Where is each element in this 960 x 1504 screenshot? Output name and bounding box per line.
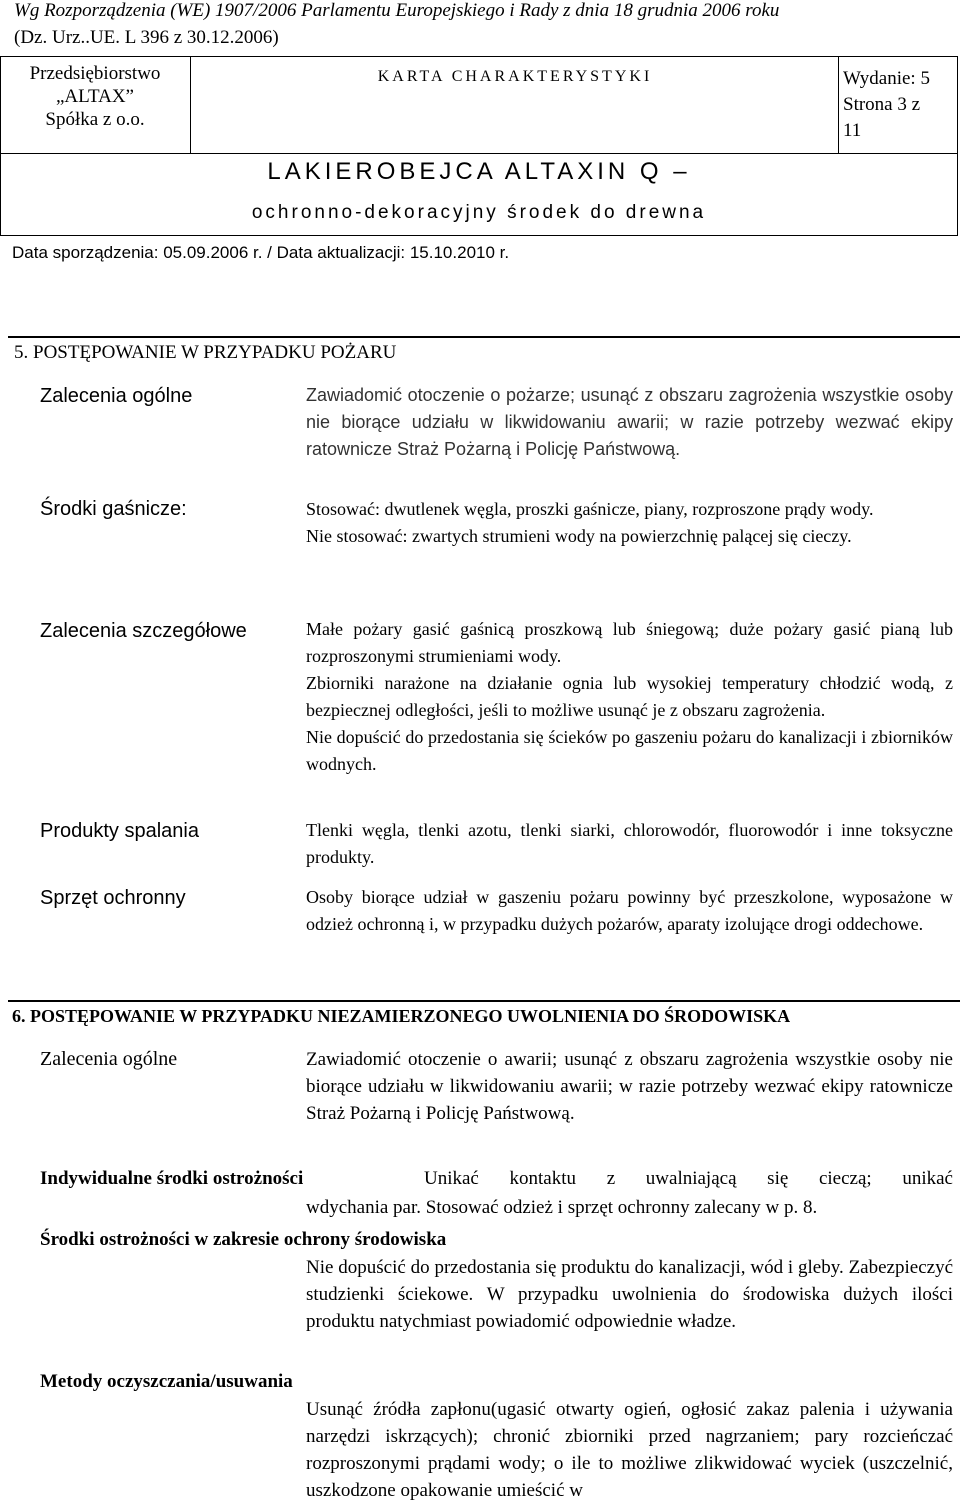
product-name: LAKIEROBEJCA ALTAXIN Q – bbox=[267, 158, 691, 185]
document-dates: Data sporządzenia: 05.09.2006 r. / Data aktualizacji: 15.10.2010 r. bbox=[12, 243, 510, 262]
s6-text-personal-rest: wdychania par. Stosować odzież i sprzęt ochronny zalecany w p. 8. bbox=[306, 1197, 818, 1218]
s6-label-cleanup: Metody oczyszczania/usuwania bbox=[40, 1371, 293, 1392]
s5-label-combustion: Produkty spalania bbox=[40, 820, 199, 842]
section-5-title: 5. POSTĘPOWANIE W PRZYPADKU POŻARU bbox=[14, 342, 397, 363]
section-5-rule bbox=[8, 336, 960, 338]
s5-label-detailed: Zalecenia szczegółowe bbox=[40, 620, 247, 642]
s5-text-combustion: Tlenki węgla, tlenki azotu, tlenki siarki, chlorowodór, fluorowodór i inne toksyczne produkty. bbox=[306, 820, 953, 867]
product-description: ochronno-dekoracyjny środek do drewna bbox=[251, 202, 707, 223]
section-6-rule bbox=[8, 1000, 960, 1002]
s5-label-general: Zalecenia ogólne bbox=[40, 385, 193, 407]
s5-text-extinguishing: Stosować: dwutlenek węgla, proszki gaśnicze, piany, rozproszone prądy wody. Nie stosować: zwartych strumieni wody na powierzchnię palącej się cieczy. bbox=[306, 499, 874, 546]
document-type: KARTA CHARAKTERYSTYKI bbox=[377, 68, 653, 85]
header-divider-horizontal bbox=[0, 153, 958, 154]
company-line-1: Przedsiębiorstwo bbox=[29, 63, 161, 84]
s6-text-general: Zawiadomić otoczenie o awarii; usunąć z obszaru zagrożenia wszystkie osoby nie biorące udziału w likwidowaniu awarii; w razie potrzeby wezwać ekipy ratownicze Straż Pożarną i Policję Państwową. bbox=[306, 1049, 953, 1124]
s5-label-equipment: Sprzęt ochronny bbox=[40, 887, 186, 909]
regulation-line-1: Wg Rozporządzenia (WE) 1907/2006 Parlamentu Europejskiego i Rady z dnia 18 grudnia 2006 roku bbox=[14, 0, 780, 21]
company-name bbox=[0, 62, 190, 131]
regulation-line-2: (Dz. Urz..UE. L 396 z 30.12.2006) bbox=[14, 27, 279, 48]
page-number: Strona 3 z 11 bbox=[843, 94, 921, 141]
section-6-title: 6. POSTĘPOWANIE W PRZYPADKU NIEZAMIERZONEGO UWOLNIENIA DO ŚRODOWISKA bbox=[12, 1006, 791, 1026]
s5-text-equipment: Osoby biorące udział w gaszeniu pożaru powinny być przeszkolone, wyposażone w odzież ochronną i, w przypadku dużych pożarów, aparaty izolujące drogi oddechowe. bbox=[306, 887, 953, 934]
s6-label-environment: Środki ostrożności w zakresie ochrony środowiska bbox=[40, 1229, 447, 1250]
s6-label-general: Zalecenia ogólne bbox=[40, 1048, 178, 1070]
s6-label-personal: Indywidualne środki ostrożności bbox=[40, 1168, 304, 1189]
s5-text-general: Zawiadomić otoczenie o pożarze; usunąć z obszaru zagrożenia wszystkie osoby nie biorące udziału w likwidowaniu awarii; w razie potrzeby wezwać ekipy ratownicze Straż Pożarną i Policję Państwową. bbox=[306, 385, 953, 459]
edition-info bbox=[843, 66, 943, 144]
s6-text-environment: Nie dopuścić do przedostania się produktu do kanalizacji, wód i gleby. Zabezpieczyć studzienki ściekowe. W przypadku uwolnienia do środowiska dużych ilości produktu natychmiast powiadomić odpowiednie władze. bbox=[306, 1257, 953, 1332]
edition-number: Wydanie: 5 bbox=[843, 68, 930, 89]
s5-label-extinguishing: Środki gaśnicze: bbox=[40, 498, 187, 520]
s5-text-detailed: Małe pożary gasić gaśnicą proszkową lub śniegową; duże pożary gasić pianą lub rozproszonymi strumieniami wody. Zbiorniki narażone na działanie ognia lub wysokiej temperatury chłodzić wodą, z bezpiecznej odległości, jeśli to możliwe usunąć je z obszaru zagrożenia. Nie dopuścić do przedostania się ścieków po gaszeniu pożaru do kanalizacji i zbiorników wodnych. bbox=[306, 619, 953, 774]
s6-text-cleanup: Usunąć źródła zapłonu(ugasić otwarty ogień, ogłosić zakaz palenia i używania narzędzi iskrzących); chronić zbiorniki przed nagrzaniem; pary rozcieńczać rozproszonymi prądami wody; o ile to możliwe zlikwidować wyciek (uszczelnić, uszkodzone opakowanie umieścić w bbox=[306, 1399, 953, 1501]
company-line-2: „ALTAX” bbox=[56, 86, 134, 107]
company-line-3: Spółka z o.o. bbox=[45, 109, 145, 130]
s6-text-personal-first: Unikać kontaktu z uwalniającą się cieczą; unikać bbox=[424, 1168, 953, 1189]
